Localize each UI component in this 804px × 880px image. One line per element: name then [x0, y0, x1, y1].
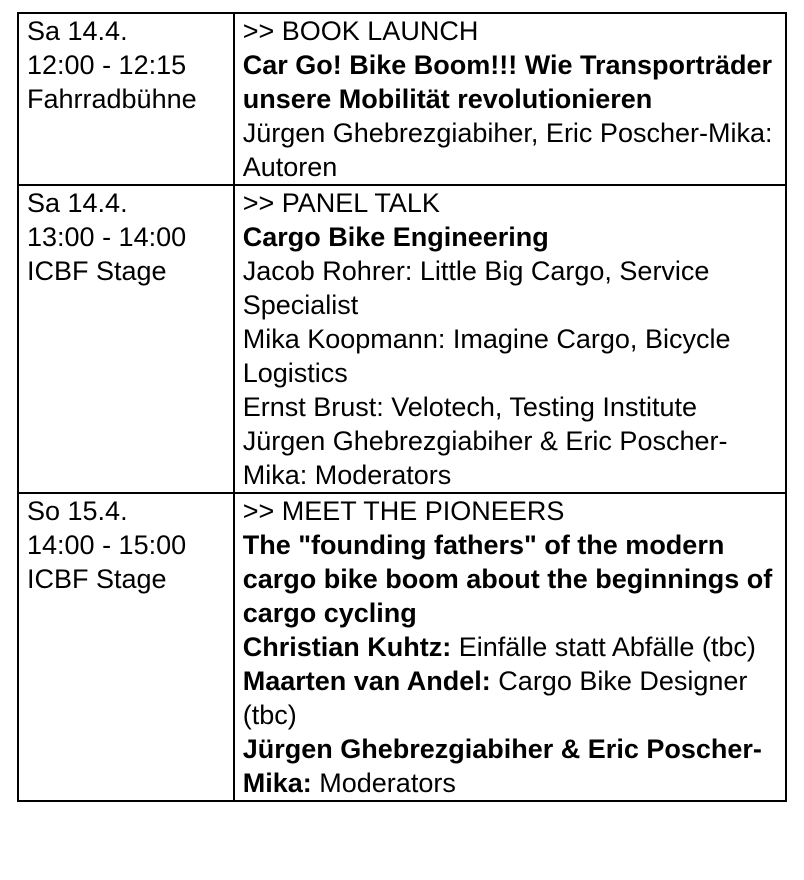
table-row — [18, 13, 786, 185]
event-venue: ICBF Stage — [27, 256, 167, 286]
speaker-name: Christian Kuhtz: — [242, 632, 452, 662]
table-row — [18, 185, 786, 493]
event-category: >> MEET THE PIONEERS — [242, 496, 565, 526]
speaker-role: Moderators — [311, 768, 456, 798]
speaker-role: Cargo Bike Designer (tbc) — [242, 666, 748, 730]
event-date: Sa 14.4. — [27, 16, 128, 46]
event-title: The "founding fathers" of the modern cargo bike boom about the beginnings of cargo cycling — [242, 530, 773, 628]
event-details-cell — [234, 13, 786, 185]
event-details-cell — [234, 493, 786, 801]
event-when-cell — [18, 185, 234, 493]
event-time: 13:00 - 14:00 — [27, 222, 187, 252]
event-person: Mika Koopmann: Imagine Cargo, Bicycle Logistics — [242, 324, 731, 388]
event-speaker — [243, 664, 781, 732]
event-person: Jacob Rohrer: Little Big Cargo, Service Specialist — [242, 256, 710, 320]
schedule-table — [17, 12, 787, 802]
event-category: >> BOOK LAUNCH — [242, 16, 479, 46]
event-person: Jürgen Ghebrezgiabiher, Eric Poscher-Mika: Autoren — [242, 118, 773, 182]
event-title: Car Go! Bike Boom!!! Wie Transporträder unsere Mobilität revolutionieren — [242, 50, 773, 114]
table-row — [18, 493, 786, 801]
speaker-name: Jürgen Ghebrezgiabiher & Eric Poscher-Mika: — [242, 734, 762, 798]
event-date: Sa 14.4. — [27, 188, 128, 218]
event-time: 14:00 - 15:00 — [27, 530, 187, 560]
event-details-cell — [234, 185, 786, 493]
event-speaker — [243, 630, 781, 664]
event-time: 12:00 - 12:15 — [27, 50, 187, 80]
event-venue: Fahrradbühne — [27, 84, 197, 114]
event-category: >> PANEL TALK — [242, 188, 440, 218]
event-speaker — [243, 732, 781, 800]
speaker-role: Einfälle statt Abfälle (tbc) — [451, 632, 756, 662]
event-when-cell — [18, 493, 234, 801]
event-venue: ICBF Stage — [27, 564, 167, 594]
event-person: Jürgen Ghebrezgiabiher & Eric Poscher-Mika: Moderators — [242, 426, 728, 490]
event-date: So 15.4. — [27, 496, 128, 526]
event-person: Ernst Brust: Velotech, Testing Institute — [242, 392, 697, 422]
speaker-name: Maarten van Andel: — [242, 666, 491, 696]
event-title: Cargo Bike Engineering — [242, 222, 549, 252]
event-when-cell — [18, 13, 234, 185]
